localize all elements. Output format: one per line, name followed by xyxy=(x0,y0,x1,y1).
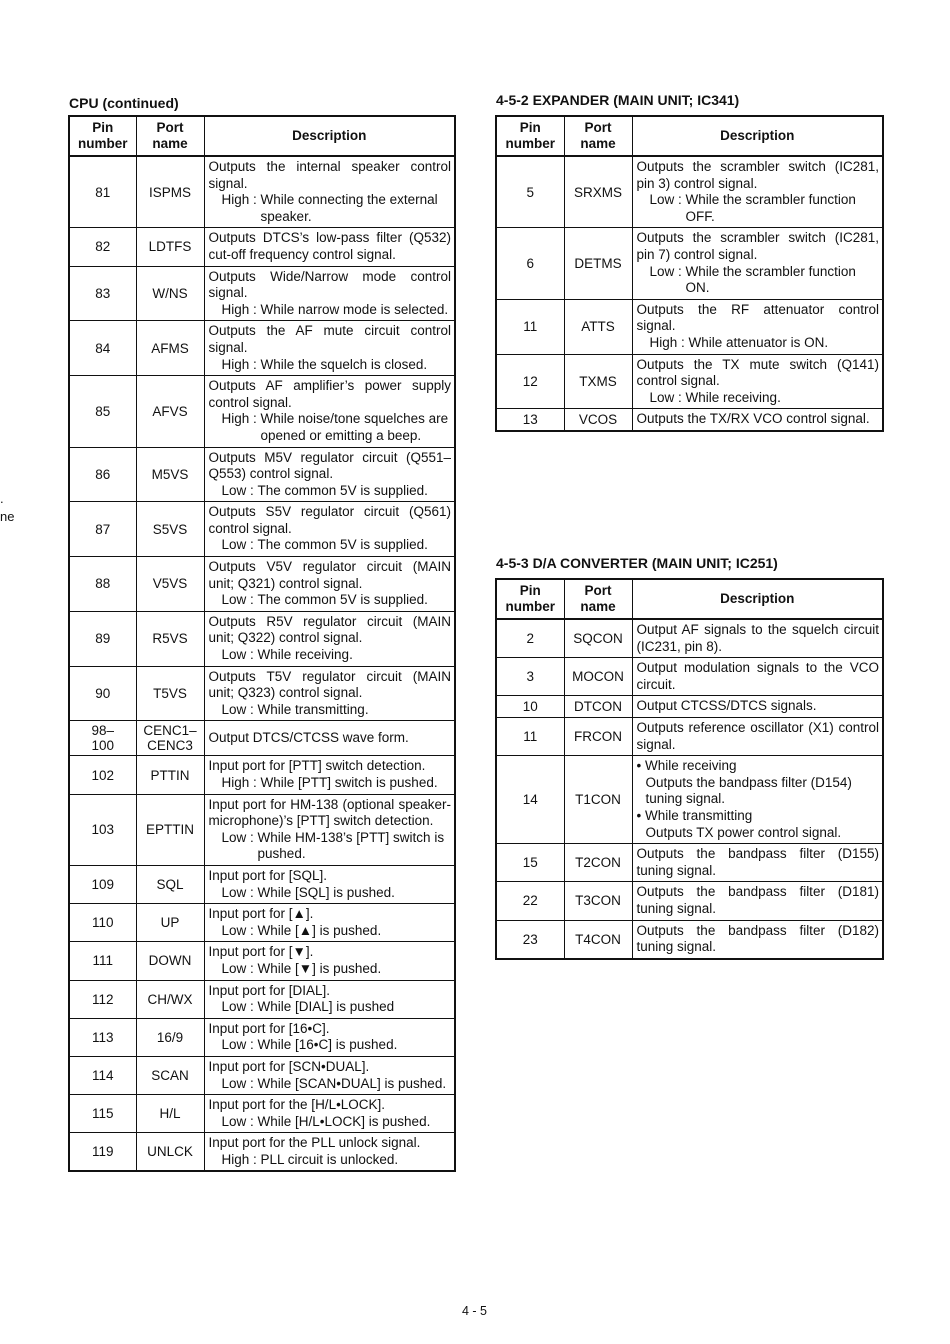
description-text: Input port for the [H/L•LOCK]. xyxy=(208,1097,386,1113)
description-text: Outputs the internal speaker control signal. xyxy=(208,159,451,191)
condition-text: The common 5V is supplied. xyxy=(257,482,428,498)
table-row xyxy=(69,266,455,321)
port-name: T5VS xyxy=(136,666,204,721)
condition-level: Low : xyxy=(221,829,258,845)
description-text: Input port for the PLL unlock signal. xyxy=(208,1135,421,1151)
table-row xyxy=(69,1133,455,1172)
condition-text: While [PTT] switch is pushed. xyxy=(260,775,438,790)
port-name: EPTTIN xyxy=(136,794,204,865)
header-description: Description xyxy=(204,116,455,156)
pin-number: 87 xyxy=(69,502,136,557)
pin-number: 14 xyxy=(496,756,564,844)
condition-level: Low : xyxy=(649,389,686,405)
description xyxy=(204,1018,455,1056)
margin-fragment: ne xyxy=(0,509,15,524)
condition-text: While attenuator is ON. xyxy=(688,334,829,350)
table-row xyxy=(69,794,455,865)
table-row xyxy=(496,619,883,658)
description-text: Input port for HM-138 (optional speaker-microphone)’s [PTT] switch detection. xyxy=(208,796,451,829)
pin-number: 2 xyxy=(496,619,564,658)
port-name: SQL xyxy=(136,865,204,903)
bullet-detail: Outputs TX power control signal. xyxy=(645,824,842,840)
description-text: Outputs S5V regulator circuit (Q561) control signal. xyxy=(208,504,451,536)
condition-text: While noise/tone squelches are opened or emitting a beep. xyxy=(260,411,449,443)
table-row xyxy=(69,980,455,1018)
description xyxy=(632,228,883,299)
port-name: SRXMS xyxy=(564,156,632,228)
condition-line xyxy=(209,1076,452,1093)
pin-number: 12 xyxy=(496,354,564,409)
port-name: 16/9 xyxy=(136,1018,204,1056)
table-row xyxy=(496,882,883,920)
port-name: UNLCK xyxy=(136,1133,204,1172)
header-description: Description xyxy=(632,116,883,156)
description xyxy=(632,409,883,431)
description xyxy=(204,756,455,794)
description xyxy=(204,376,455,447)
table-header-row xyxy=(496,116,883,156)
description-text: Outputs the RF attenuator control signal. xyxy=(636,301,879,334)
description-text: Input port for [SQL]. xyxy=(208,867,328,883)
port-name: AFMS xyxy=(136,321,204,376)
condition-line xyxy=(209,302,452,319)
da-converter-section-title: 4-5-3 D/A CONVERTER (MAIN UNIT; IC251) xyxy=(496,555,778,571)
table-row xyxy=(69,1095,455,1133)
condition-line xyxy=(209,775,452,792)
description xyxy=(204,321,455,376)
condition-text: While the scrambler function ON. xyxy=(685,263,856,296)
condition-level: High : xyxy=(649,334,689,350)
header-description: Description xyxy=(632,579,883,619)
description-text: Outputs the bandpass filter (D155) tuning signal. xyxy=(636,846,879,878)
port-name: S5VS xyxy=(136,502,204,557)
condition-level: Low : xyxy=(221,884,258,900)
condition-line xyxy=(209,1152,452,1169)
table-row xyxy=(69,228,455,266)
description xyxy=(632,354,883,409)
header-port-name: Port name xyxy=(136,116,204,156)
description-text: Outputs the AF mute circuit control signal. xyxy=(208,323,451,355)
condition-level: Low : xyxy=(221,592,258,608)
table-row xyxy=(69,1018,455,1056)
condition-text: While [SCAN•DUAL] is pushed. xyxy=(257,1075,447,1091)
port-name: ISPMS xyxy=(136,156,204,228)
description xyxy=(204,228,455,266)
port-name: DETMS xyxy=(564,228,632,299)
condition-level: High : xyxy=(221,1151,261,1167)
pin-number: 86 xyxy=(69,447,136,502)
description xyxy=(632,619,883,658)
condition-text: While the squelch is closed. xyxy=(260,356,428,372)
condition-level: Low : xyxy=(221,537,258,553)
description xyxy=(204,1133,455,1172)
description xyxy=(204,266,455,321)
pin-number: 114 xyxy=(69,1056,136,1094)
pin-number: 10 xyxy=(496,696,564,718)
description-text: Outputs V5V regulator circuit (MAIN unit; Q321) control signal. xyxy=(208,559,451,591)
port-name: FRCON xyxy=(564,717,632,755)
description-text: Input port for [PTT] switch detection. xyxy=(208,758,426,774)
port-name: H/L xyxy=(136,1095,204,1133)
table-row xyxy=(69,156,455,228)
pin-number: 90 xyxy=(69,666,136,721)
pin-number: 3 xyxy=(496,658,564,696)
condition-level: High : xyxy=(221,301,261,317)
table-row xyxy=(496,228,883,299)
condition-text: While [▼] is pushed. xyxy=(257,960,382,976)
description xyxy=(204,156,455,228)
pin-number: 103 xyxy=(69,794,136,865)
page-number: 4 - 5 xyxy=(462,1304,488,1318)
pin-number: 119 xyxy=(69,1133,136,1172)
description-text: Outputs Wide/Narrow mode control signal. xyxy=(208,268,451,301)
description-text: Output CTCSS/DTCS signals. xyxy=(636,698,817,714)
pin-number: 113 xyxy=(69,1018,136,1056)
port-name: TXMS xyxy=(564,354,632,409)
table-row xyxy=(69,942,455,980)
port-name: CH/WX xyxy=(136,980,204,1018)
condition-level: Low : xyxy=(221,647,258,663)
pin-number: 15 xyxy=(496,844,564,882)
condition-text: While [▲] is pushed. xyxy=(257,922,382,938)
description-text: Output modulation signals to the VCO circuit. xyxy=(636,660,879,692)
description xyxy=(632,920,883,959)
condition-line xyxy=(637,192,880,225)
table-row xyxy=(496,920,883,959)
pin-number: 5 xyxy=(496,156,564,228)
description xyxy=(204,794,455,865)
description xyxy=(204,1056,455,1094)
table-row xyxy=(69,865,455,903)
pin-number: 84 xyxy=(69,321,136,376)
condition-level: Low : xyxy=(221,922,258,938)
condition-line xyxy=(209,192,452,225)
condition-level: Low : xyxy=(221,482,258,498)
table-row xyxy=(69,557,455,612)
table-row xyxy=(496,156,883,228)
condition-text: While receiving. xyxy=(257,647,353,663)
table-row xyxy=(496,299,883,354)
bullet-item: • While transmitting xyxy=(636,807,753,823)
bullet-item: • While receiving xyxy=(636,758,737,774)
description xyxy=(632,156,883,228)
bullet-detail: Outputs the bandpass filter (D154) tuning signal. xyxy=(645,774,852,807)
condition-line xyxy=(209,537,452,554)
condition-level: Low : xyxy=(649,263,686,279)
description-text: Input port for [DIAL]. xyxy=(208,982,331,998)
port-name: CENC1– CENC3 xyxy=(136,721,204,756)
description-text: Outputs the scrambler switch (IC281, pin 7) control signal. xyxy=(636,230,879,262)
pin-number: 112 xyxy=(69,980,136,1018)
condition-line xyxy=(209,357,452,374)
table-header-row xyxy=(496,579,883,619)
condition-line xyxy=(209,592,452,609)
pin-number: 82 xyxy=(69,228,136,266)
condition-line xyxy=(209,647,452,664)
table-row xyxy=(496,354,883,409)
table-row xyxy=(69,904,455,942)
port-name: DOWN xyxy=(136,942,204,980)
port-name: SQCON xyxy=(564,619,632,658)
pin-number: 115 xyxy=(69,1095,136,1133)
port-name: W/NS xyxy=(136,266,204,321)
description xyxy=(204,865,455,903)
table-row xyxy=(69,666,455,721)
description xyxy=(632,696,883,718)
description xyxy=(632,299,883,354)
table-row xyxy=(496,717,883,755)
pin-number: 85 xyxy=(69,376,136,447)
table-row xyxy=(69,611,455,666)
pin-number: 102 xyxy=(69,756,136,794)
table-row xyxy=(69,721,455,756)
description xyxy=(632,882,883,920)
condition-line xyxy=(637,264,880,297)
condition-line xyxy=(637,390,880,407)
pin-number: 13 xyxy=(496,409,564,431)
description xyxy=(204,1095,455,1133)
table-row xyxy=(69,321,455,376)
description xyxy=(204,666,455,721)
port-name: MOCON xyxy=(564,658,632,696)
table-header-row xyxy=(69,116,455,156)
condition-text: While [SQL] is pushed. xyxy=(257,884,395,900)
description-text: Outputs the bandpass filter (D182) tuning signal. xyxy=(636,922,879,955)
description xyxy=(204,611,455,666)
cpu-section-title: CPU (continued) xyxy=(69,95,179,111)
port-name: T3CON xyxy=(564,882,632,920)
description-text: Outputs DTCS’s low-pass filter (Q532) cut-off frequency control signal. xyxy=(208,230,451,262)
table-row xyxy=(69,1056,455,1094)
condition-level: Low : xyxy=(221,999,258,1015)
description xyxy=(632,756,883,844)
description-text: Outputs the TX/RX VCO control signal. xyxy=(636,411,870,427)
description-text: Input port for [▼]. xyxy=(208,944,314,960)
table-row xyxy=(496,658,883,696)
description xyxy=(632,717,883,755)
description-text: Outputs T5V regulator circuit (MAIN unit; Q323) control signal. xyxy=(208,668,451,701)
condition-line xyxy=(209,830,452,863)
header-port-name: Port name xyxy=(564,579,632,619)
condition-level: Low : xyxy=(221,701,258,717)
port-name: SCAN xyxy=(136,1056,204,1094)
da-converter-pin-table xyxy=(495,578,884,960)
condition-level: Low : xyxy=(649,192,686,208)
table-row xyxy=(496,409,883,431)
port-name: T2CON xyxy=(564,844,632,882)
condition-level: High : xyxy=(221,192,261,208)
header-port-name: Port name xyxy=(564,116,632,156)
condition-line xyxy=(637,335,880,352)
pin-number: 23 xyxy=(496,920,564,959)
port-name: DTCON xyxy=(564,696,632,718)
port-name: ATTS xyxy=(564,299,632,354)
pin-number: 89 xyxy=(69,611,136,666)
pin-number: 11 xyxy=(496,299,564,354)
condition-text: While receiving. xyxy=(685,389,781,405)
description xyxy=(204,904,455,942)
condition-line xyxy=(209,923,452,940)
pin-number: 6 xyxy=(496,228,564,299)
table-row xyxy=(69,376,455,447)
condition-line xyxy=(209,885,452,902)
condition-text: The common 5V is supplied. xyxy=(257,537,428,553)
condition-line xyxy=(209,702,452,719)
condition-text: While narrow mode is selected. xyxy=(260,301,449,317)
condition-text: The common 5V is supplied. xyxy=(257,592,428,608)
condition-line xyxy=(209,411,452,444)
description-text: Input port for [▲]. xyxy=(208,906,314,922)
condition-line xyxy=(209,999,452,1016)
port-name: AFVS xyxy=(136,376,204,447)
description xyxy=(204,502,455,557)
pin-number: 88 xyxy=(69,557,136,612)
port-name: VCOS xyxy=(564,409,632,431)
table-row xyxy=(69,756,455,794)
port-name: PTTIN xyxy=(136,756,204,794)
condition-line xyxy=(209,1114,452,1131)
pin-number: 109 xyxy=(69,865,136,903)
pin-number: 98– 100 xyxy=(69,721,136,756)
header-pin-number: Pin number xyxy=(69,116,136,156)
pin-number: 111 xyxy=(69,942,136,980)
description xyxy=(204,980,455,1018)
condition-level: Low : xyxy=(221,1113,258,1129)
port-name: M5VS xyxy=(136,447,204,502)
pin-number: 81 xyxy=(69,156,136,228)
port-name: V5VS xyxy=(136,557,204,612)
expander-section-title: 4-5-2 EXPANDER (MAIN UNIT; IC341) xyxy=(496,92,740,108)
condition-level: Low : xyxy=(221,960,258,976)
description xyxy=(632,658,883,696)
condition-level: High : xyxy=(221,775,261,790)
description xyxy=(204,447,455,502)
condition-text: While [H/L•LOCK] is pushed. xyxy=(257,1113,431,1129)
description-text: Input port for [16•C]. xyxy=(208,1020,330,1036)
condition-line xyxy=(209,1037,452,1054)
port-name: LDTFS xyxy=(136,228,204,266)
condition-line xyxy=(209,961,452,978)
pin-number: 110 xyxy=(69,904,136,942)
condition-text: While transmitting. xyxy=(257,701,369,717)
expander-pin-table xyxy=(495,115,884,432)
description xyxy=(632,844,883,882)
description-text: Output AF signals to the squelch circuit (IC231, pin 8). xyxy=(636,622,879,654)
description xyxy=(204,942,455,980)
header-pin-number: Pin number xyxy=(496,579,564,619)
pin-number: 11 xyxy=(496,717,564,755)
condition-text: While [DIAL] is pushed xyxy=(257,999,395,1015)
condition-level: High : xyxy=(221,356,261,372)
condition-level: High : xyxy=(221,411,261,427)
table-row xyxy=(496,844,883,882)
condition-text: While [16•C] is pushed. xyxy=(257,1037,398,1053)
condition-text: While the scrambler function OFF. xyxy=(685,192,856,224)
description xyxy=(204,557,455,612)
port-name: T4CON xyxy=(564,920,632,959)
condition-level: Low : xyxy=(221,1075,258,1091)
cpu-pin-table xyxy=(68,115,456,1172)
description-text: Outputs R5V regulator circuit (MAIN unit; Q322) control signal. xyxy=(208,613,451,646)
description-text: Outputs M5V regulator circuit (Q551–Q553) control signal. xyxy=(208,449,451,482)
port-name: T1CON xyxy=(564,756,632,844)
port-name: UP xyxy=(136,904,204,942)
description-text: Output DTCS/CTCSS wave form. xyxy=(208,730,409,746)
description-text: Outputs the TX mute switch (Q141) control signal. xyxy=(636,356,879,389)
condition-text: PLL circuit is unlocked. xyxy=(260,1151,399,1167)
margin-fragment: . xyxy=(0,491,4,506)
table-row xyxy=(69,502,455,557)
table-row xyxy=(496,756,883,844)
condition-level: Low : xyxy=(221,1037,258,1053)
description-text: Outputs the scrambler switch (IC281, pin 3) control signal. xyxy=(636,159,879,191)
table-row xyxy=(69,447,455,502)
pin-number: 22 xyxy=(496,882,564,920)
description-text: Input port for [SCN•DUAL]. xyxy=(208,1058,370,1074)
table-row xyxy=(496,696,883,718)
header-pin-number: Pin number xyxy=(496,116,564,156)
pin-number: 83 xyxy=(69,266,136,321)
description xyxy=(204,721,455,756)
port-name: R5VS xyxy=(136,611,204,666)
condition-line xyxy=(209,483,452,500)
condition-text: While HM-138’s [PTT] switch is pushed. xyxy=(257,829,445,862)
description-text: Outputs reference oscillator (X1) control signal. xyxy=(636,719,879,752)
description-text: Outputs AF amplifier’s power supply control signal. xyxy=(208,378,451,410)
description-text: Outputs the bandpass filter (D181) tuning signal. xyxy=(636,884,879,916)
condition-text: While connecting the external speaker. xyxy=(260,192,438,224)
